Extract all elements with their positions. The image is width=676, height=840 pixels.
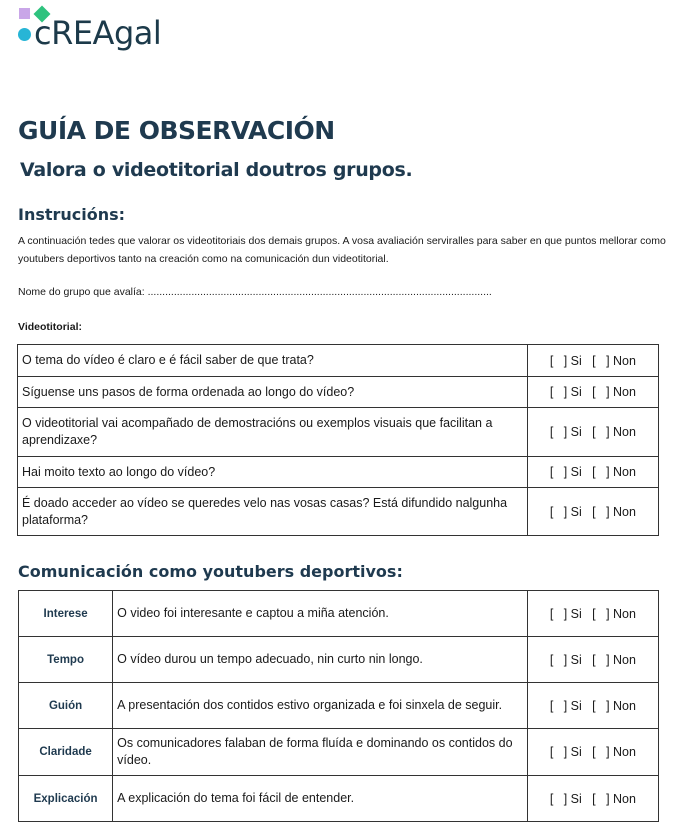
- criterion-cell: Claridade: [19, 729, 113, 776]
- question-cell: O videotitorial vai acompañado de demostracións ou exemplos visuais que facilitan a aprendizaxe?: [18, 408, 528, 457]
- question-cell: O video foi interesante e captou a miña atención.: [113, 591, 528, 637]
- criterion-cell: Guión: [19, 683, 113, 729]
- si-non-checkbox-cell[interactable]: [ ] Si [ ] Non: [527, 488, 658, 536]
- page-subtitle: Valora o videotitorial doutros grupos.: [20, 159, 413, 181]
- criterion-cell: Tempo: [19, 637, 113, 683]
- table-row: [19, 591, 659, 637]
- table-row: [19, 637, 659, 683]
- table-row: [19, 683, 659, 729]
- si-non-checkbox-cell[interactable]: [ ] Si [ ] Non: [527, 408, 658, 457]
- comunicacion-table: [18, 590, 659, 822]
- question-cell: Os comunicadores falaban de forma fluída e dominando os contidos do vídeo.: [113, 729, 528, 776]
- logo-square-purple: [19, 8, 30, 19]
- question-cell: É doado acceder ao vídeo se queredes velo nas vosas casas? Está difundido nalgunha plataforma?: [18, 488, 528, 536]
- comunicacion-heading: Comunicación como youtubers deportivos:: [18, 562, 403, 581]
- si-non-checkbox-cell[interactable]: [ ] Si [ ] Non: [527, 776, 658, 822]
- question-cell: A presentación dos contidos estivo organizada e foi sinxela de seguir.: [113, 683, 528, 729]
- creagal-logo: [16, 6, 176, 52]
- si-non-checkbox-cell[interactable]: [ ] Si [ ] Non: [527, 345, 658, 377]
- page-title: GUÍA DE OBSERVACIÓN: [18, 116, 335, 145]
- table-row: [18, 488, 659, 536]
- question-cell: Hai moito texto ao longo do vídeo?: [18, 457, 528, 488]
- question-cell: A explicación do tema foi fácil de entender.: [113, 776, 528, 822]
- si-non-checkbox-cell[interactable]: [ ] Si [ ] Non: [527, 591, 658, 637]
- instructions-heading: Instrucións:: [18, 205, 126, 224]
- criterion-cell: Explicación: [19, 776, 113, 822]
- si-non-checkbox-cell[interactable]: [ ] Si [ ] Non: [527, 457, 658, 488]
- table-row: [18, 457, 659, 488]
- instructions-text: A continuación tedes que valorar os videotitoriais dos demais grupos. A vosa avaliación serviralles para saber en que puntos mellorar como youtubers deportivos tanto na creación como na comunicación dun videotitorial.: [18, 235, 666, 265]
- videotitorial-label: Videotitorial:: [18, 321, 82, 333]
- table-row: [18, 345, 659, 377]
- si-non-checkbox-cell[interactable]: [ ] Si [ ] Non: [527, 683, 658, 729]
- table-row: [18, 408, 659, 457]
- question-cell: O vídeo durou un tempo adecuado, nin curto nin longo.: [113, 637, 528, 683]
- table-row: [19, 729, 659, 776]
- si-non-checkbox-cell[interactable]: [ ] Si [ ] Non: [527, 637, 658, 683]
- si-non-checkbox-cell[interactable]: [ ] Si [ ] Non: [527, 377, 658, 408]
- logo-dot-blue: [18, 28, 31, 41]
- table-row: [18, 377, 659, 408]
- videotitorial-table: [17, 344, 659, 536]
- criterion-cell: Interese: [19, 591, 113, 637]
- question-cell: Síguense uns pasos de forma ordenada ao longo do vídeo?: [18, 377, 528, 408]
- logo-text: cREAgal: [34, 14, 162, 52]
- group-name-field[interactable]: Nome do grupo que avalía: ......................................................................................................................: [18, 286, 492, 298]
- table-row: [19, 776, 659, 822]
- si-non-checkbox-cell[interactable]: [ ] Si [ ] Non: [527, 729, 658, 776]
- question-cell: O tema do vídeo é claro e é fácil saber de que trata?: [18, 345, 528, 377]
